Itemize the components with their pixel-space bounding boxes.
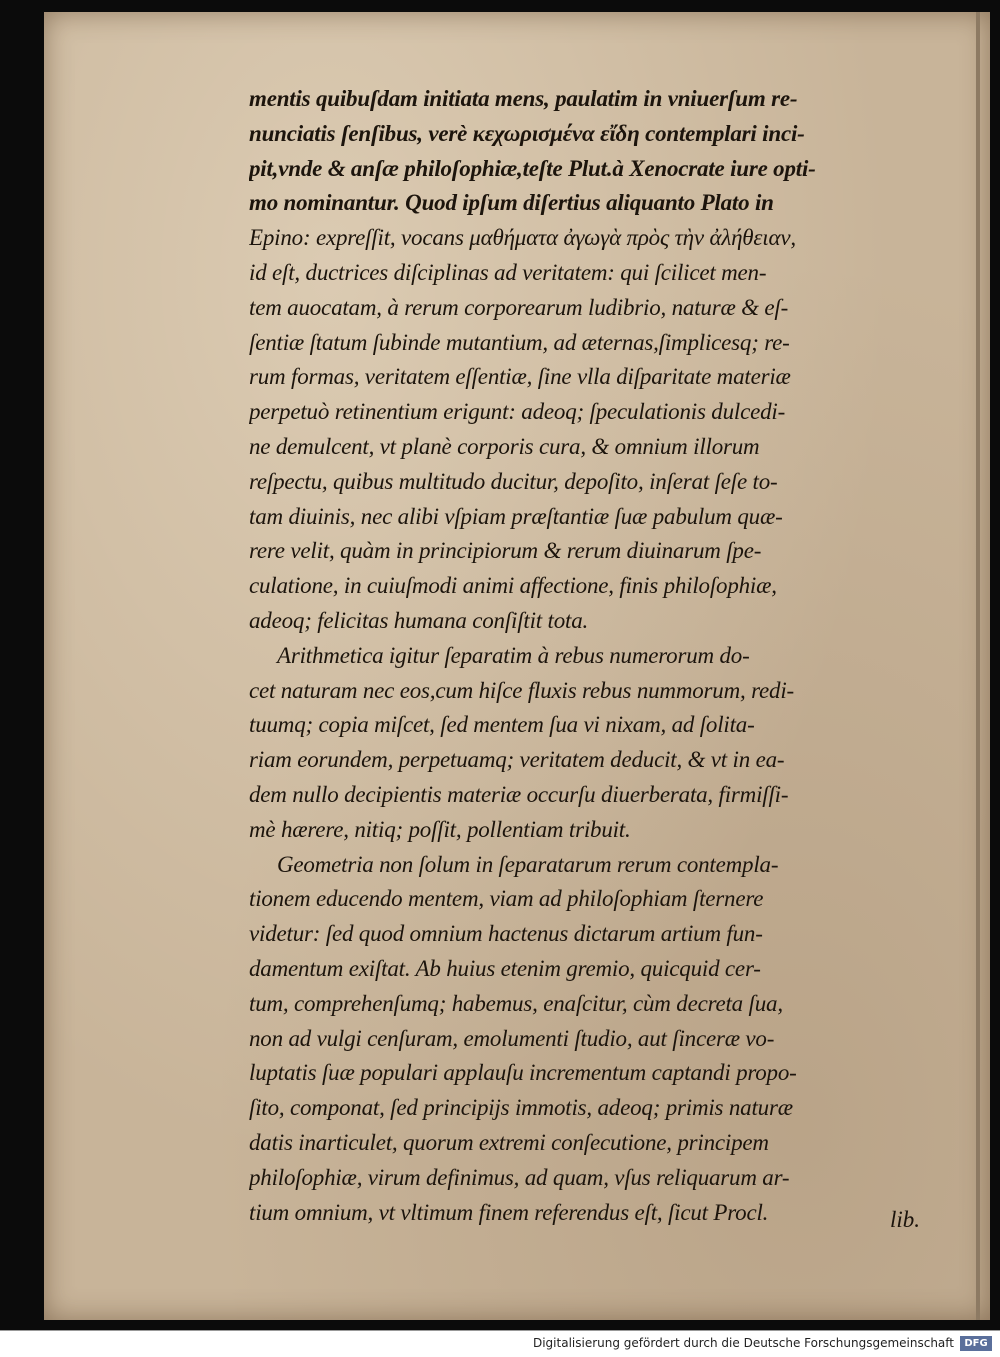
text-line: datis inarticulet, quorum extremi conſecutione, principem: [249, 1129, 769, 1155]
text-line: mentis quibuſdam initiata mens, paulatim in vniuerſum re-: [249, 86, 798, 111]
dfg-logo-icon[interactable]: DFG: [960, 1336, 992, 1351]
text-line: mo nominantur. Quod ipſum diſertius aliquanto Plato in: [249, 190, 774, 216]
text-line: damentum exiſtat. Ab huius etenim gremio, quicquid cer-: [249, 955, 761, 981]
text-line: tem auocatam, à rerum corporearum ludibrio, naturæ & eſ-: [249, 294, 789, 320]
text-line: pit,vnde & anſæ philoſophiæ,teſte Plut.à Xenocrate iure opti-: [249, 155, 816, 181]
text-line: mè hærere, nitiq; poſſit, pollentiam tribuit.: [249, 816, 631, 842]
text-line: rere velit, quàm in principiorum & rerum diuinarum ſpe-: [249, 538, 762, 564]
text-line: videtur: ſed quod omnium hactenus dictarum artium fun-: [249, 921, 763, 947]
text-line: ſentiæ ſtatum ſubinde mutantium, ad æternas,ſimplicesq; re-: [249, 329, 790, 355]
text-line: tam diuinis, nec alibi vſpiam præſtantiæ ſuæ pabulum quæ-: [249, 503, 783, 529]
text-line: philoſophiæ, virum definimus, ad quam, vſus reliquarum ar-: [249, 1164, 790, 1190]
funding-credit: Digitalisierung gefördert durch die Deutsche Forschungsgemeinschaft: [532, 1336, 954, 1350]
text-line: tum, comprehenſumq; habemus, enaſcitur, cùm decreta ſua,: [249, 990, 783, 1016]
text-line: tuumq; copia miſcet, ſed mentem ſua vi nixam, ad ſolita-: [249, 712, 755, 738]
text-line: perpetuò retinentium erigunt: adeoq; ſpeculationis dulcedi-: [249, 399, 786, 425]
page-edge: [976, 12, 980, 1320]
text-line: adeoq; felicitas humana conſiſtit tota.: [249, 607, 589, 633]
text-line: ſito, componat, ſed principijs immotis, adeoq; primis naturæ: [249, 1095, 793, 1121]
text-line: tionem educendo mentem, viam ad philoſophiam ſternere: [249, 886, 764, 912]
text-line: rum formas, veritatem eſſentiæ, ſine vlla diſparitate materiæ: [249, 364, 791, 390]
text-line: riam eorundem, perpetuamq; veritatem deducit, & vt in ea-: [249, 747, 785, 773]
body-text: [249, 82, 969, 1230]
text-line: Epino: expreſſit, vocans μαθήματα ἀγωγὰ πρὸς τὴν ἀλήθειαν,: [249, 225, 796, 251]
text-line: id eſt, ductrices diſciplinas ad veritatem: qui ſcilicet men-: [249, 259, 767, 285]
paragraph-start-line: Geometria non ſolum in ſeparatarum rerum contempla-: [277, 851, 779, 877]
text-line: tium omnium, vt vltimum finem referendus eſt, ſicut Procl.: [249, 1199, 769, 1225]
book-page: [44, 12, 990, 1320]
text-line: culatione, in cuiuſmodi animi affectione, finis philoſophiæ,: [249, 573, 777, 599]
text-line: non ad vulgi cenſuram, emolumenti ſtudio, aut ſinceræ vo-: [249, 1025, 775, 1051]
catch-word: lib.: [889, 1207, 920, 1232]
text-line: cet naturam nec eos,cum hiſce fluxis rebus nummorum, redi-: [249, 677, 794, 703]
paragraph-start-line: Arithmetica igitur ſeparatim à rebus numerorum do-: [277, 642, 750, 668]
text-line: ne demulcent, vt planè corporis cura, & omnium illorum: [249, 433, 760, 459]
footer-bar: [0, 1330, 1000, 1357]
text-line: reſpectu, quibus multitudo ducitur, depoſito, inſerat ſeſe to-: [249, 468, 778, 494]
text-line: nunciatis ſenſibus, verè κεχωρισμένα εἴδη contemplari inci-: [249, 120, 805, 146]
text-line: dem nullo decipientis materiæ occurſu diuerberata, firmiſſi-: [249, 781, 789, 807]
text-line: luptatis ſuæ populari applauſu incrementum captandi propo-: [249, 1060, 797, 1086]
